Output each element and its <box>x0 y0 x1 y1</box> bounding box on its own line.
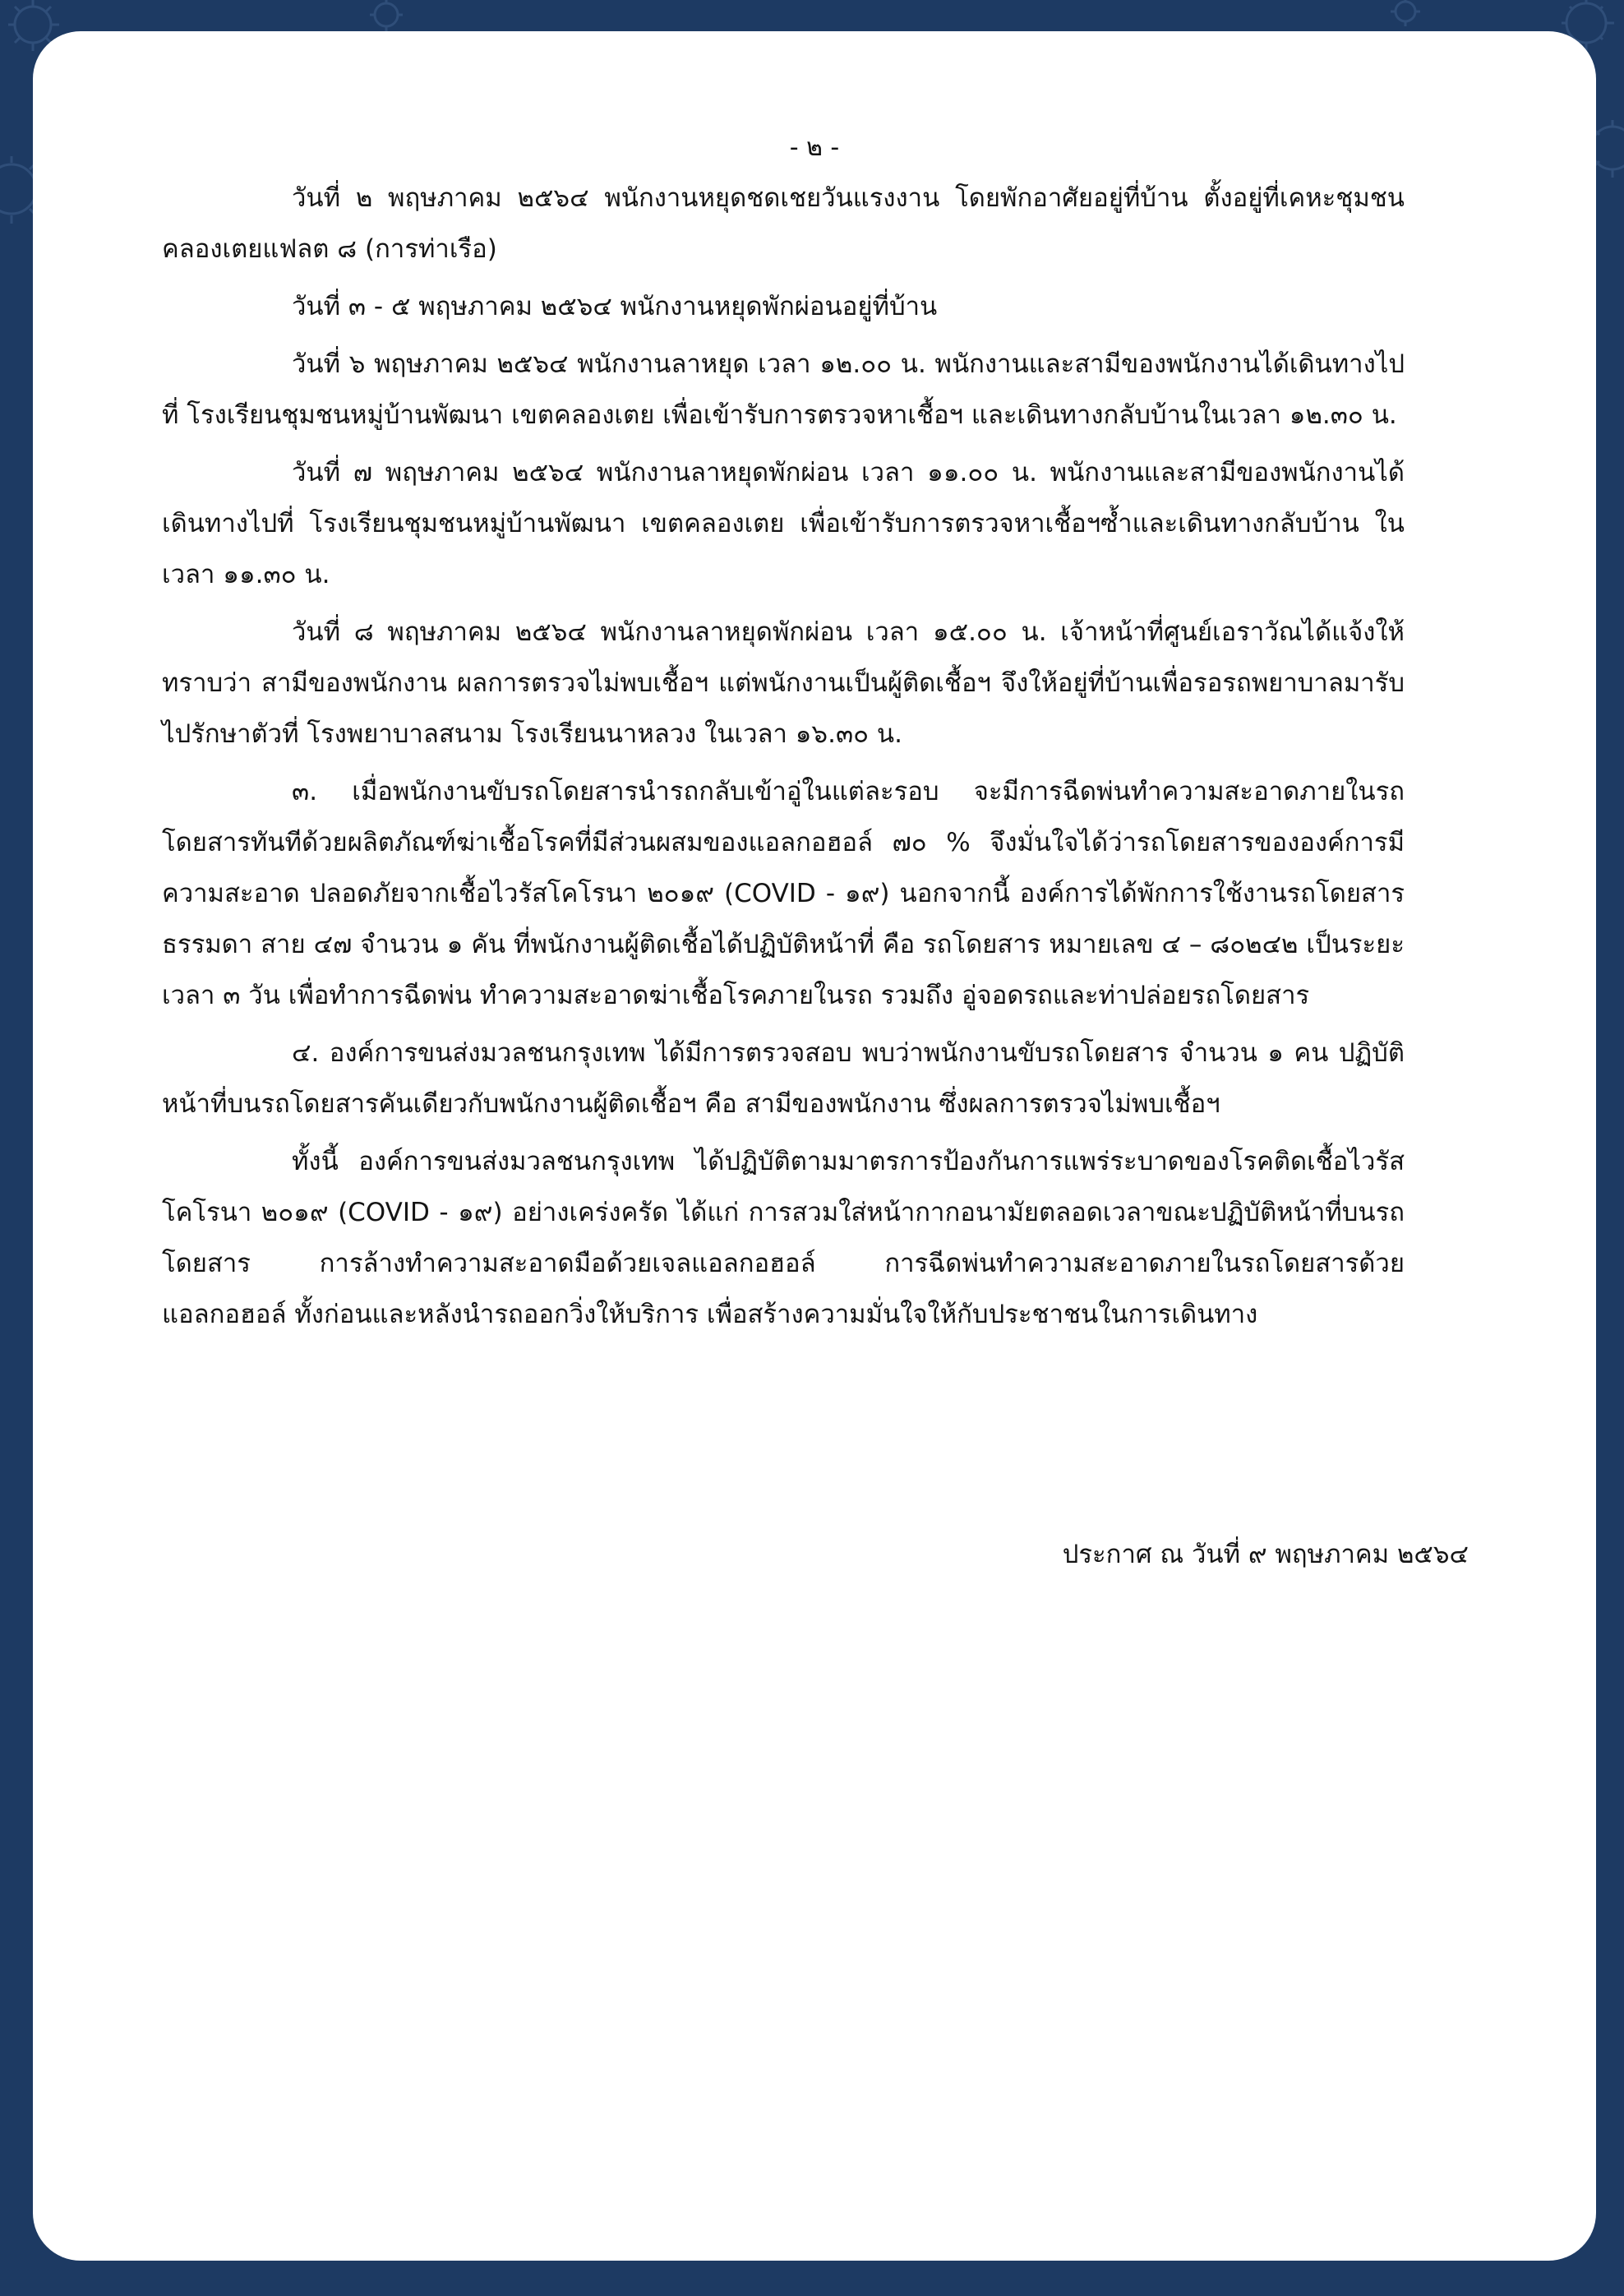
page-number: - ๒ - <box>789 133 840 162</box>
announcement-date: ประกาศ ณ วันที่ ๙ พฤษภาคม ๒๕๖๔ <box>1062 1540 1469 1569</box>
virus-icon <box>1391 0 1420 26</box>
paragraph-may-6: วันที่ ๖ พฤษภาคม ๒๕๖๔ พนักงานลาหยุด เวลา ๑๒.๐๐ น. พนักงานและสามีของพนักงานได้เดินทางไปที่ โรงเรียนชุมชนหมู่บ้านพัฒนา เขตคลองเตย เพื่อเข้ารับการตรวจหาเชื้อฯ และเดินทางกลับบ้านในเวลา ๑๒.๓๐ น. <box>162 349 1405 430</box>
paragraph-may-7: วันที่ ๗ พฤษภาคม ๒๕๖๔ พนักงานลาหยุดพักผ่อน เวลา ๑๑.๐๐ น. พนักงานและสามีของพนักงานได้เดินทางไปที่ โรงเรียนชุมชนหมู่บ้านพัฒนา เขตคลองเตย เพื่อเข้ารับการตรวจหาเชื้อฯซ้ำและเดินทางกลับบ้าน ในเวลา ๑๑.๓๐ น. <box>162 458 1405 589</box>
paragraph-may-3-5: วันที่ ๓ - ๕ พฤษภาคม ๒๕๖๔ พนักงานหยุดพักผ่อนอยู่ที่บ้าน <box>292 292 938 321</box>
virus-icon <box>370 0 403 31</box>
paragraph-may-2: วันที่ ๒ พฤษภาคม ๒๕๖๔ พนักงานหยุดชดเชยวันแรงงาน โดยพักอาศัยอยู่ที่บ้าน ตั้งอยู่ที่เคหะชุมชนคลองเตยแฟลต ๘ (การท่าเรือ) <box>162 183 1405 264</box>
paragraph-item-3: ๓. เมื่อพนักงานขับรถโดยสารนำรถกลับเข้าอู่ในแต่ละรอบ จะมีการฉีดพ่นทำความสะอาดภายในรถโดยสารทันทีด้วยผลิตภัณฑ์ฆ่าเชื้อโรคที่มีส่วนผสมของแอลกอฮอล์ ๗๐ % จึงมั่นใจได้ว่ารถโดยสารขององค์การมีความสะอาด ปลอดภัยจากเชื้อไวรัสโคโรนา ๒๐๑๙ (COVID - ๑๙) นอกจากนี้ องค์การได้พักการใช้งานรถโดยสารธรรมดา สาย ๔๗ จำนวน ๑ คัน ที่พนักงานผู้ติดเชื้อได้ปฏิบัติหน้าที่ คือ รถโดยสาร หมายเลข ๔ – ๘๐๒๔๒ เป็นระยะเวลา ๓ วัน เพื่อทำการฉีดพ่น ทำความสะอาดฆ่าเชื้อโรคภายในรถ รวมถึง อู่จอดรถและท่าปล่อยรถโดยสาร <box>162 777 1405 1010</box>
document-body <box>162 173 1405 1340</box>
paragraph-may-8: วันที่ ๘ พฤษภาคม ๒๕๖๔ พนักงานลาหยุดพักผ่อน เวลา ๑๕.๐๐ น. เจ้าหน้าที่ศูนย์เอราวัณได้แจ้งให้ทราบว่า สามีของพนักงาน ผลการตรวจไม่พบเชื้อฯ แต่พนักงานเป็นผู้ติดเชื้อฯ จึงให้อยู่ที่บ้านเพื่อรอรถพยาบาลมารับไปรักษาตัวที่ โรงพยาบาลสนาม โรงเรียนนาหลวง ในเวลา ๑๖.๓๐ น. <box>162 617 1405 749</box>
paragraph-item-4: ๔. องค์การขนส่งมวลชนกรุงเทพ ได้มีการตรวจสอบ พบว่าพนักงานขับรถโดยสาร จำนวน ๑ คน ปฏิบัติหน้าที่บนรถโดยสารคันเดียวกับพนักงานผู้ติดเชื้อฯ คือ สามีของพนักงาน ซึ่งผลการตรวจไม่พบเชื้อฯ <box>162 1038 1405 1119</box>
paragraph-measures: ทั้งนี้ องค์การขนส่งมวลชนกรุงเทพ ได้ปฏิบัติตามมาตรการป้องกันการแพร่ระบาดของโรคติดเชื้อไวรัสโคโรนา ๒๐๑๙ (COVID - ๑๙) อย่างเคร่งครัด ได้แก่ การสวมใส่หน้ากากอนามัยตลอดเวลาขณะปฏิบัติหน้าที่บนรถโดยสาร การล้างทำความสะอาดมือด้วยเจลแอลกอฮอล์ การฉีดพ่นทำความสะอาดภายในรถโดยสารด้วยแอลกอฮอล์ ทั้งก่อนและหลังนำรถออกวิ่งให้บริการ เพื่อสร้างความมั่นใจให้กับประชาชนในการเดินทาง <box>162 1147 1405 1329</box>
